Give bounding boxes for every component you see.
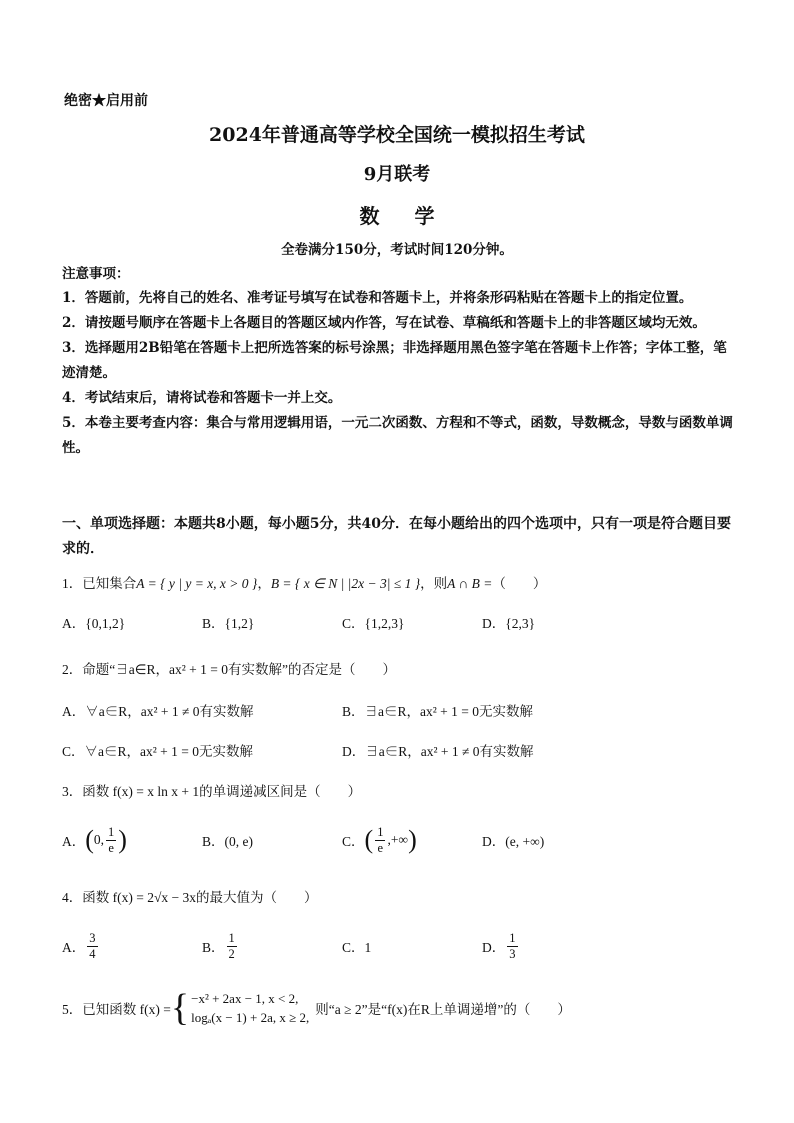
q4-d-den: 3 xyxy=(509,946,516,961)
q3-a-den: e xyxy=(108,840,114,855)
exam-subtitle: 9月联考 xyxy=(363,164,431,185)
q2-option-d: D．∃a∈R，ax² + 1 ≠ 0有实数解 xyxy=(342,744,534,759)
q4-d-num: 1 xyxy=(509,930,516,945)
q4-a-num: 3 xyxy=(89,930,96,945)
q3-c-right-paren: ) xyxy=(408,825,417,854)
q4-option-b xyxy=(202,926,239,966)
q3-c-left-paren: ( xyxy=(364,825,374,854)
q5-cases xyxy=(191,989,309,1027)
q2-option-a: A．∀a∈R，ax² + 1 ≠ 0有实数解 xyxy=(62,704,254,719)
subject-title: 数 学 xyxy=(359,204,449,228)
q4-a-fraction xyxy=(87,931,97,962)
q4-option-a xyxy=(62,926,100,966)
note-item: 4．考试结束后，请将试卷和答题卡一并上交。 xyxy=(62,390,342,406)
q3-a-fraction xyxy=(106,825,116,856)
q1-option-b: B．{1,2} xyxy=(202,616,255,631)
note-item: 5．本卷主要考查内容：集合与常用逻辑用语，一元二次函数、方程和不等式，函数，导数概念，导数与函数单调性。 xyxy=(62,415,733,456)
q3-option-d: D．(e, +∞) xyxy=(482,834,545,849)
q5-piecewise xyxy=(171,989,309,1027)
q1-option-a: A．{0,1,2} xyxy=(62,616,126,631)
notes-heading: 注意事项： xyxy=(62,266,130,282)
section-heading: 一、单项选择题：本题共8小题，每小题5分，共40分．在每小题给出的四个选项中，只有一项是符合题目要求的． xyxy=(62,516,731,557)
q3-option-a xyxy=(62,820,127,860)
q1-option-c: C．{1,2,3} xyxy=(342,616,405,631)
question-2-options-row2 xyxy=(62,730,742,770)
q1-set-b: B = { x ∈ N | |2x − 3| ≤ 1 } xyxy=(270,576,421,591)
q4-d-fraction xyxy=(507,931,517,962)
secret-label: 绝密★启用前 xyxy=(64,93,148,109)
notes-list xyxy=(62,286,734,461)
question-4-stem: 4．函数 f(x) = 2√x − 3x的最大值为（ ） xyxy=(62,890,318,905)
question-2-options-row1 xyxy=(62,690,742,730)
q2-option-c: C．∀a∈R，ax² + 1 = 0无实数解 xyxy=(62,744,254,759)
exam-info: 全卷满分150分，考试时间120分钟。 xyxy=(281,242,513,258)
question-3-stem: 3．函数 f(x) = x ln x + 1的单调递减区间是（ ） xyxy=(62,784,362,799)
q4-a-den: 4 xyxy=(89,946,96,961)
q3-a-zero: 0, xyxy=(93,832,105,847)
q4-b-den: 2 xyxy=(228,946,235,961)
q3-c-den: e xyxy=(377,840,384,855)
q3-c-label: C． xyxy=(342,834,365,849)
question-4-options xyxy=(62,926,742,966)
q4-b-fraction xyxy=(227,931,237,962)
q3-option-b: B．(0, e) xyxy=(202,834,253,849)
q4-d-label: D． xyxy=(482,940,506,955)
q1-text-a: 1．已知集合 xyxy=(62,576,137,591)
note-item: 1．答题前，先将自己的姓名、准考证号填写在试卷和答题卡上，并将条形码粘贴在答题卡上的指定位置。 xyxy=(62,290,693,306)
q1-paren: （ ） xyxy=(492,576,547,591)
q1-set-a: A = { y | y = x, x > 0 } xyxy=(136,576,258,591)
q4-b-num: 1 xyxy=(228,930,235,945)
q3-a-left-paren: ( xyxy=(85,825,94,854)
q1-expr: A ∩ B = xyxy=(447,576,493,591)
q1-sep: ， xyxy=(257,576,271,591)
q5-case-1: −x² + 2ax − 1, x < 2, xyxy=(191,991,299,1006)
exam-title: 2024年普通高等学校全国统一模拟招生考试 xyxy=(209,124,585,146)
q5-brace: { xyxy=(170,987,190,1029)
q3-c-num: 1 xyxy=(377,824,384,839)
q3-a-label: A． xyxy=(62,834,86,849)
note-item: 2．请按题号顺序在答题卡上各题目的答题区域内作答，写在试卷、草稿纸和答题卡上的非答题区域均无效。 xyxy=(62,315,706,331)
q3-c-tail: ,+∞ xyxy=(387,832,409,847)
q4-option-c: C．1 xyxy=(342,940,372,955)
question-2-stem: 2．命题“∃a∈R，ax² + 1 = 0有实数解”的否定是（ ） xyxy=(62,662,397,677)
q4-a-label: A． xyxy=(62,940,86,955)
question-1-stem xyxy=(62,572,742,592)
q3-a-right-paren: ) xyxy=(118,825,127,854)
question-3-options xyxy=(62,820,742,860)
question-1-options xyxy=(62,602,742,642)
note-item: 3．选择题用2B铅笔在答题卡上把所选答案的标号涂黑；非选择题用黑色签字笔在答题卡上作答；字体工整，笔迹清楚。 xyxy=(62,340,727,381)
question-5-stem xyxy=(62,986,742,1030)
q5-text-a: 5．已知函数 f(x) = xyxy=(62,1002,171,1017)
q3-option-c xyxy=(342,820,417,860)
q5-text-b: 则“a ≥ 2”是“f(x)在R上单调递增”的（ ） xyxy=(315,1002,571,1017)
q1-text-b: ，则 xyxy=(420,576,448,591)
q4-b-label: B． xyxy=(202,940,225,955)
q1-option-d: D．{2,3} xyxy=(482,616,536,631)
q5-case-2: logₐ(x − 1) + 2a, x ≥ 2, xyxy=(191,1010,310,1025)
q3-c-fraction xyxy=(375,825,385,856)
q2-option-b: B．∃a∈R，ax² + 1 = 0无实数解 xyxy=(342,704,534,719)
q4-option-d xyxy=(482,926,520,966)
q3-a-num: 1 xyxy=(108,824,115,839)
